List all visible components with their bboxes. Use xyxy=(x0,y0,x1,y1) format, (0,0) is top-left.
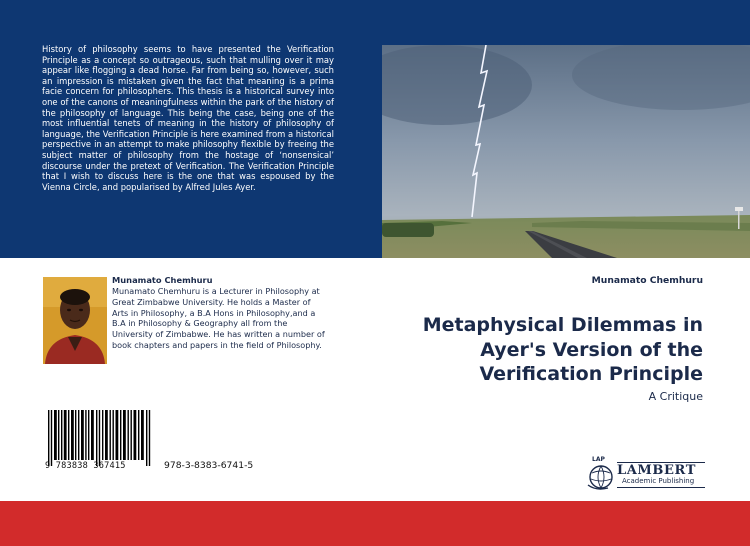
logo-rule-bottom xyxy=(617,487,705,488)
publisher-logo-mark: LAP xyxy=(592,456,605,463)
book-title: Metaphysical Dilemmas in Ayer's Version of the Verification Principle xyxy=(422,314,703,385)
publisher-subline: Academic Publishing xyxy=(622,477,695,485)
author-photo xyxy=(43,277,107,364)
publisher-name: LAMBERT xyxy=(617,463,696,478)
bottom-red-band xyxy=(0,501,750,546)
book-subtitle: A Critique xyxy=(648,390,703,403)
barcode-digits: 9 783838 367415 xyxy=(45,461,126,471)
isbn-number: 978-3-8383-6741-5 xyxy=(164,460,254,471)
author-bio-text: Munamato Chemhuru is a Lecturer in Philosophy at Great Zimbabwe University. He holds a Master of Arts in Philosophy, a B.A Hons in Philosophy,and a B.A in Philosophy & Geography all from the University of Zimbabwe. He has written a number of book chapters and papers in the field of Philosophy. xyxy=(112,286,325,350)
back-cover-blurb: History of philosophy seems to have presented the Verification Principle as a concept so outrageous, such that mulling over it may appear like flogging a dead horse. Far from being so, however, such an impression is mistaken given the fact that meaning is a prima facie concern for philosophers. This thesis is a historical survey into one of the canons of meaningfulness within the park of the history of the philosophy of language. This being the case, being one of the most influential tenets of meaning in the history of philosophy of language, the Verification Principle is here examined from a historical perspective in an attempt to make philosophy flexible by freeing the subject matter of philosophy from the hostage of ‘nonsensical’ discourse under the pretext of Verification. The Verification Principle that I wish to discuss here is the one that was espoused by the Vienna Circle, and popularised by Alfred Jules Ayer. xyxy=(42,44,334,192)
cover-photo-lightning-road xyxy=(382,45,750,258)
author-bio-name: Munamato Chemhuru xyxy=(112,275,213,285)
front-cover-author: Munamato Chemhuru xyxy=(591,275,703,286)
